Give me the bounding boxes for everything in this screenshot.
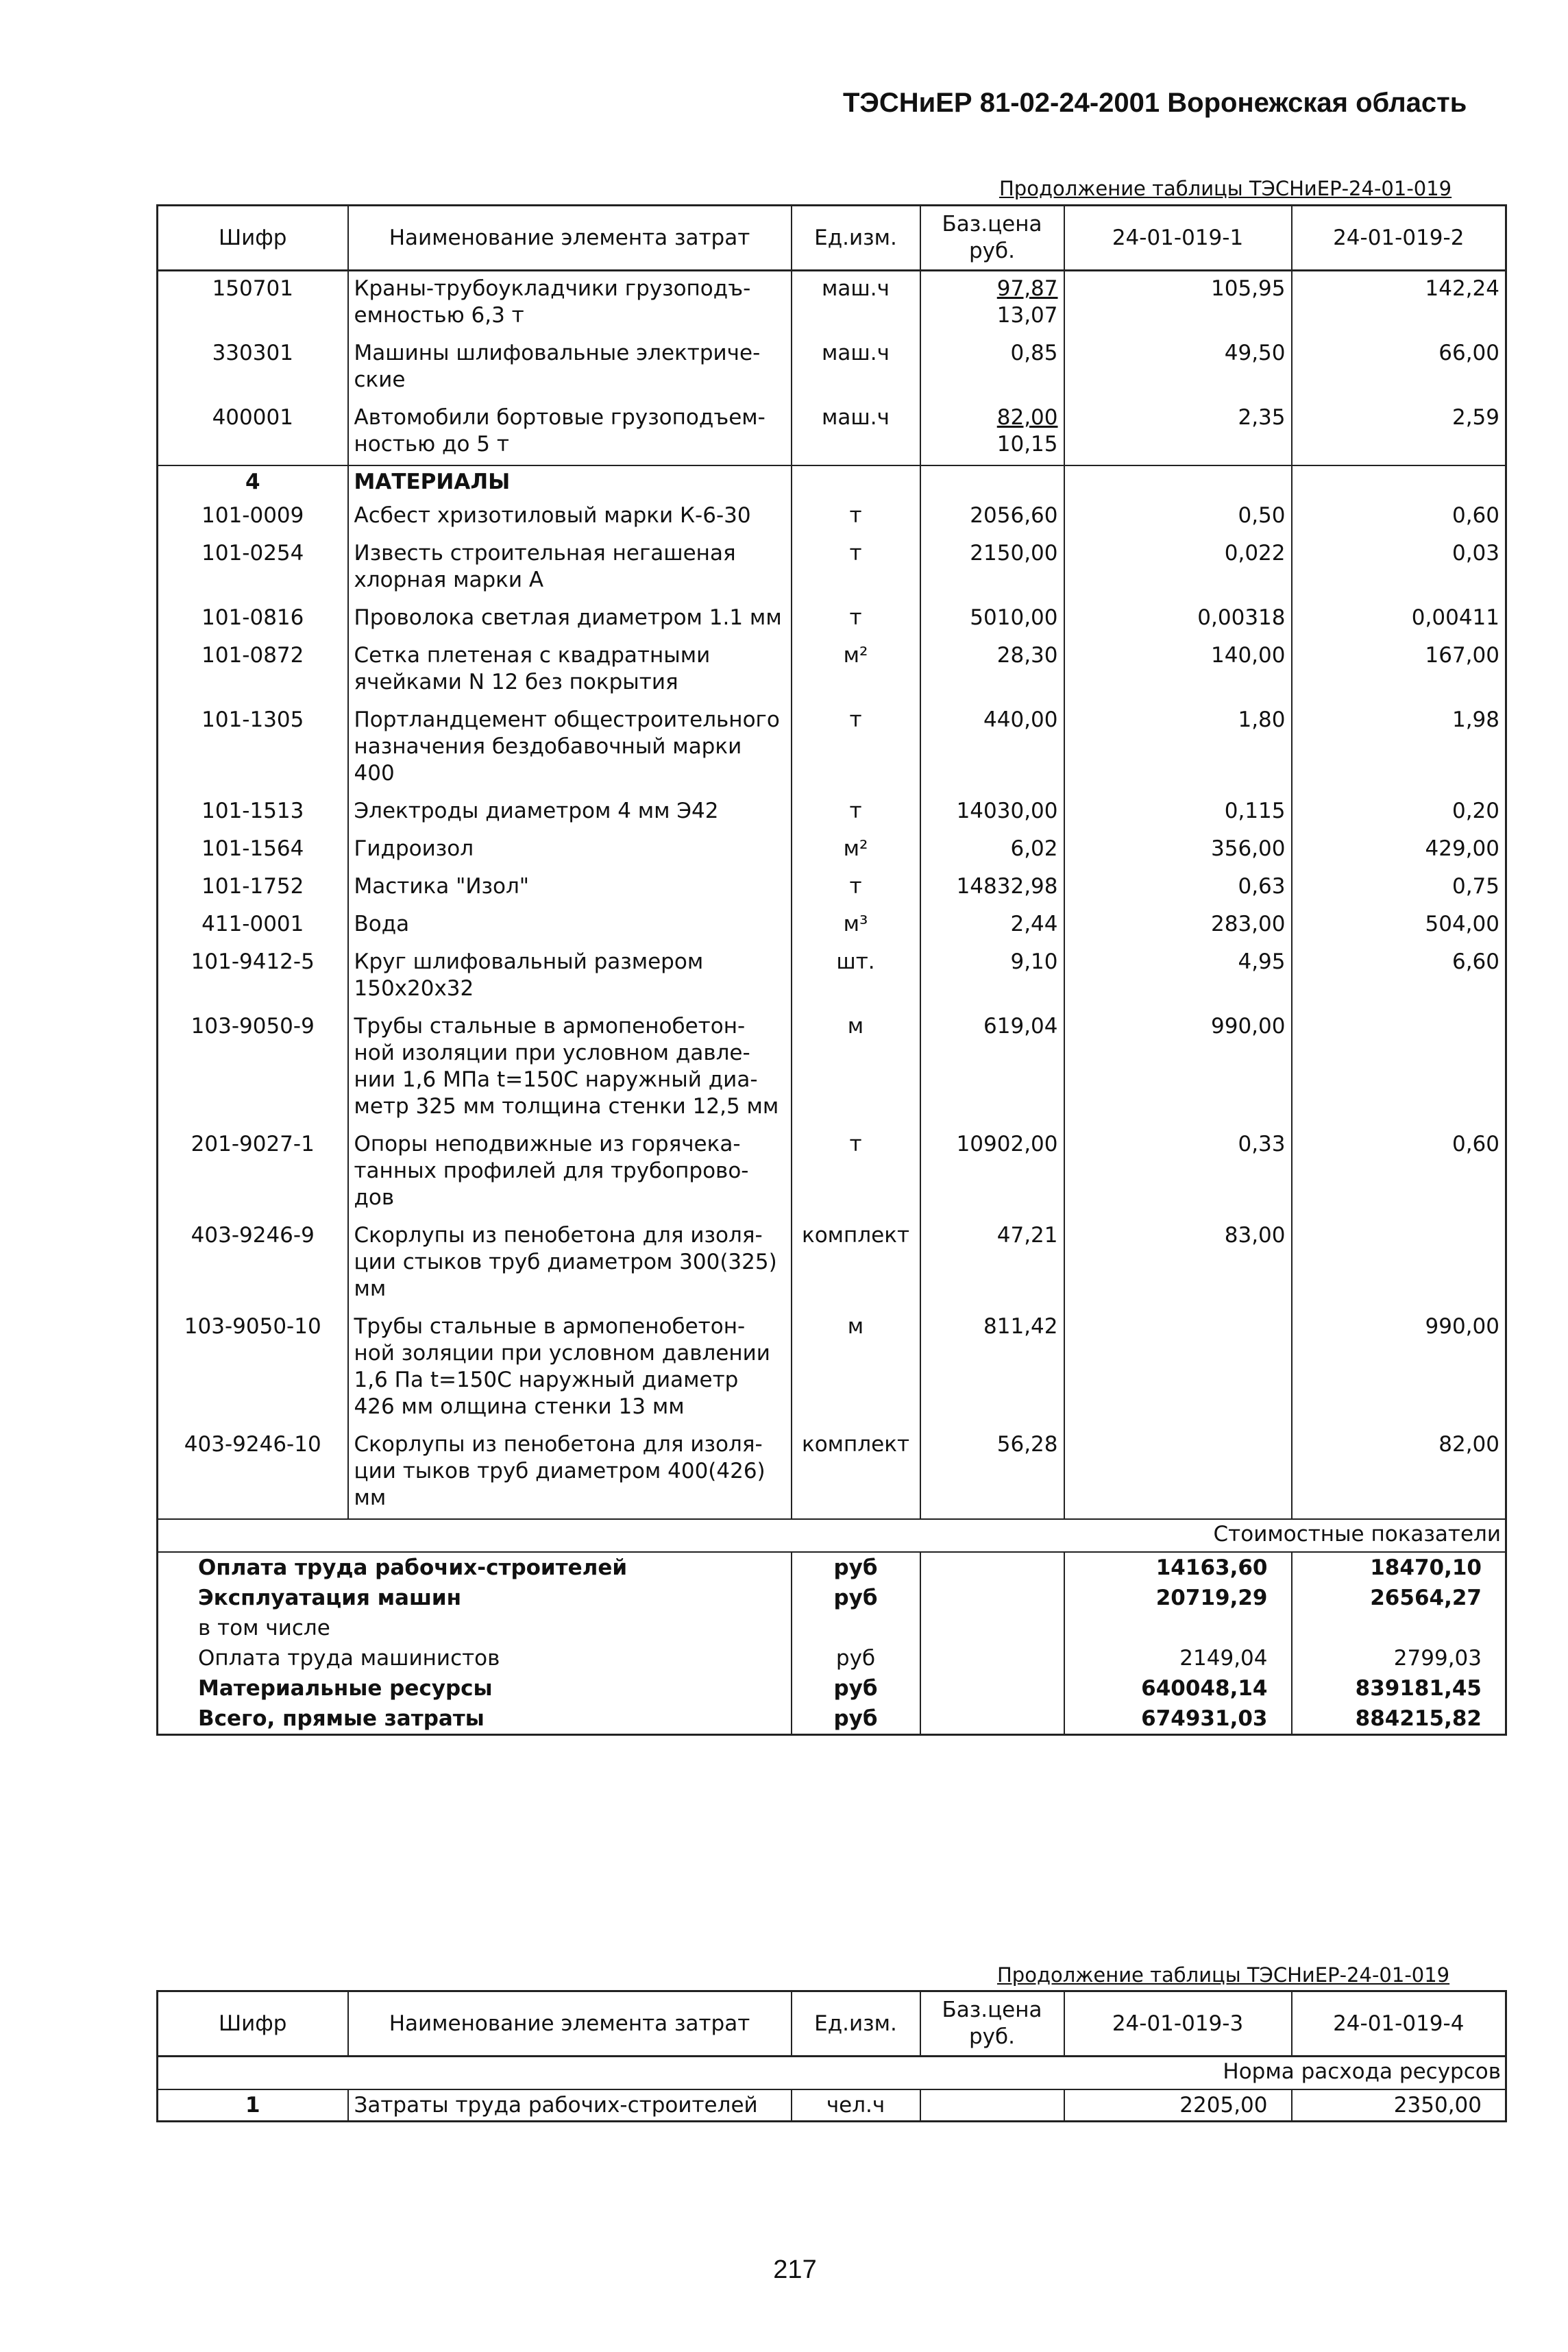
material-row bbox=[158, 1127, 1506, 1218]
material-row bbox=[158, 536, 1506, 601]
resource-price bbox=[920, 2089, 1064, 2122]
value-variant-1: 2,35 bbox=[1064, 400, 1292, 465]
material-row bbox=[158, 703, 1506, 794]
table-header-row bbox=[158, 1991, 1506, 2057]
resource-unit: т bbox=[792, 869, 920, 907]
resource-unit: маш.ч bbox=[792, 336, 920, 400]
price-value: 0,85 bbox=[1010, 341, 1058, 365]
value-variant-2: 0,75 bbox=[1292, 869, 1506, 907]
document-header-title: ТЭСНиЕР 81-02-24-2001 Воронежская область bbox=[843, 88, 1467, 118]
value-variant-2: 0,20 bbox=[1292, 794, 1506, 832]
resource-name: Автомобили бортовые грузоподъем-ностью до 5 т bbox=[348, 400, 792, 465]
empty-cell bbox=[920, 465, 1064, 498]
resource-price bbox=[920, 336, 1064, 400]
value-variant-2 bbox=[1292, 1009, 1506, 1127]
resource-unit: шт. bbox=[792, 945, 920, 1009]
resource-name: Гидроизол bbox=[348, 832, 792, 869]
material-row bbox=[158, 638, 1506, 703]
resource-code: 103-9050-9 bbox=[158, 1009, 348, 1127]
cost-value-variant-2 bbox=[1292, 1613, 1506, 1643]
resource-unit: т bbox=[792, 498, 920, 536]
value-variant-2: 0,60 bbox=[1292, 498, 1506, 536]
resource-price: 2,44 bbox=[920, 907, 1064, 945]
resource-price: 14832,98 bbox=[920, 869, 1064, 907]
column-header-variant-2: 24-01-019-2 bbox=[1292, 206, 1506, 271]
cost-label: Всего, прямые затраты bbox=[158, 1704, 792, 1735]
resource-code: 103-9050-10 bbox=[158, 1309, 348, 1427]
value-variant-4: 2350,00 bbox=[1292, 2089, 1506, 2122]
value-variant-2: 0,60 bbox=[1292, 1127, 1506, 1218]
resource-code: 101-0872 bbox=[158, 638, 348, 703]
price-labor-share: 13,07 bbox=[996, 303, 1058, 328]
resource-name: Круг шлифовальный размером 150х20х32 bbox=[348, 945, 792, 1009]
resource-name: Трубы стальные в армопенобетон-ной изоляции при условном давле-нии 1,6 МПа t=150С наружный диа-метр 325 мм толщина стенки 12,5 мм bbox=[348, 1009, 792, 1127]
cost-unit: руб bbox=[792, 1552, 920, 1583]
resource-name: Портландцемент общестроительного назначения бездобавочный марки 400 bbox=[348, 703, 792, 794]
column-header-code: Шифр bbox=[158, 206, 348, 271]
value-variant-3: 2205,00 bbox=[1064, 2089, 1292, 2122]
cost-row bbox=[158, 1673, 1506, 1704]
column-header-variant-4: 24-01-019-4 bbox=[1292, 1991, 1506, 2057]
resource-code: 403-9246-9 bbox=[158, 1218, 348, 1309]
resource-name: Трубы стальные в армопенобетон-ной золяции при условном давлении 1,6 Па t=150С наружный диаметр 426 мм олщина стенки 13 мм bbox=[348, 1309, 792, 1427]
resource-unit: т bbox=[792, 794, 920, 832]
column-header-code: Шифр bbox=[158, 1991, 348, 2057]
material-row bbox=[158, 1009, 1506, 1127]
machine-row bbox=[158, 400, 1506, 465]
value-variant-2: 0,00411 bbox=[1292, 601, 1506, 638]
resource-code: 101-0816 bbox=[158, 601, 348, 638]
value-variant-1: 990,00 bbox=[1064, 1009, 1292, 1127]
cost-indicators-header-row bbox=[158, 1519, 1506, 1552]
material-row bbox=[158, 794, 1506, 832]
cost-unit: руб bbox=[792, 1704, 920, 1735]
resource-price: 10902,00 bbox=[920, 1127, 1064, 1218]
resource-unit: комплект bbox=[792, 1218, 920, 1309]
value-variant-1: 0,022 bbox=[1064, 536, 1292, 601]
material-row bbox=[158, 601, 1506, 638]
column-header-name: Наименование элемента затрат bbox=[348, 1991, 792, 2057]
cost-unit: руб bbox=[792, 1673, 920, 1704]
resource-unit: т bbox=[792, 1127, 920, 1218]
value-variant-2: 82,00 bbox=[1292, 1427, 1506, 1519]
resource-name: Известь строительная негашеная хлорная марки А bbox=[348, 536, 792, 601]
cost-label: Оплата труда рабочих-строителей bbox=[158, 1552, 792, 1583]
value-variant-2: 2,59 bbox=[1292, 400, 1506, 465]
table-header-row bbox=[158, 206, 1506, 271]
resource-unit: маш.ч bbox=[792, 271, 920, 337]
empty-cell bbox=[920, 1583, 1064, 1613]
machine-row bbox=[158, 336, 1506, 400]
resource-price: 14030,00 bbox=[920, 794, 1064, 832]
norm-section bbox=[158, 2057, 1506, 2122]
resource-code: 150701 bbox=[158, 271, 348, 337]
price-labor-share: 10,15 bbox=[996, 432, 1058, 457]
value-variant-1: 4,95 bbox=[1064, 945, 1292, 1009]
material-row bbox=[158, 832, 1506, 869]
cost-label: Эксплуатация машин bbox=[158, 1583, 792, 1613]
resource-unit: чел.ч bbox=[792, 2089, 920, 2122]
resource-code: 1 bbox=[158, 2089, 348, 2122]
cost-label: в том числе bbox=[158, 1613, 792, 1643]
resource-price: 811,42 bbox=[920, 1309, 1064, 1427]
resource-price: 47,21 bbox=[920, 1218, 1064, 1309]
material-row bbox=[158, 869, 1506, 907]
empty-cell bbox=[920, 1704, 1064, 1735]
value-variant-1: 105,95 bbox=[1064, 271, 1292, 337]
value-variant-1 bbox=[1064, 1427, 1292, 1519]
price-value: 97,87 bbox=[996, 276, 1058, 301]
resource-unit: м bbox=[792, 1309, 920, 1427]
resource-unit: т bbox=[792, 536, 920, 601]
materials-rows bbox=[158, 498, 1506, 1519]
column-header-unit: Ед.изм. bbox=[792, 1991, 920, 2057]
cost-value-variant-1 bbox=[1064, 1613, 1292, 1643]
section-code: 4 bbox=[158, 465, 348, 498]
resource-code: 101-0009 bbox=[158, 498, 348, 536]
resource-price bbox=[920, 271, 1064, 337]
cost-row bbox=[158, 1704, 1506, 1735]
empty-cell bbox=[920, 1643, 1064, 1673]
cost-unit: руб bbox=[792, 1643, 920, 1673]
value-variant-1: 0,115 bbox=[1064, 794, 1292, 832]
column-header-price: Баз.цена руб. bbox=[920, 206, 1064, 271]
resource-price: 9,10 bbox=[920, 945, 1064, 1009]
value-variant-2: 429,00 bbox=[1292, 832, 1506, 869]
value-variant-1 bbox=[1064, 1309, 1292, 1427]
norm-header-title: Норма расхода ресурсов bbox=[158, 2057, 1506, 2090]
resource-code: 101-1752 bbox=[158, 869, 348, 907]
resource-unit: маш.ч bbox=[792, 400, 920, 465]
resource-code: 101-9412-5 bbox=[158, 945, 348, 1009]
price-value: 82,00 bbox=[996, 405, 1058, 430]
cost-indicators-title: Стоимостные показатели bbox=[158, 1519, 1506, 1552]
norm-row bbox=[158, 2089, 1506, 2122]
resource-code: 403-9246-10 bbox=[158, 1427, 348, 1519]
machine-row bbox=[158, 271, 1506, 337]
cost-value-variant-1: 14163,60 bbox=[1064, 1552, 1292, 1583]
cost-label: Оплата труда машинистов bbox=[158, 1643, 792, 1673]
resource-unit: м² bbox=[792, 638, 920, 703]
cost-row bbox=[158, 1643, 1506, 1673]
resource-name: Вода bbox=[348, 907, 792, 945]
resource-table-2 bbox=[156, 1990, 1507, 2122]
cost-value-variant-1: 674931,03 bbox=[1064, 1704, 1292, 1735]
value-variant-1: 0,00318 bbox=[1064, 601, 1292, 638]
value-variant-2: 1,98 bbox=[1292, 703, 1506, 794]
value-variant-1: 356,00 bbox=[1064, 832, 1292, 869]
resource-table bbox=[156, 204, 1507, 1736]
resource-code: 411-0001 bbox=[158, 907, 348, 945]
resource-unit: т bbox=[792, 703, 920, 794]
resource-price: 56,28 bbox=[920, 1427, 1064, 1519]
resource-name: Машины шлифовальные электриче-ские bbox=[348, 336, 792, 400]
empty-cell bbox=[920, 1673, 1064, 1704]
resource-price: 2150,00 bbox=[920, 536, 1064, 601]
empty-cell bbox=[920, 1552, 1064, 1583]
value-variant-2: 66,00 bbox=[1292, 336, 1506, 400]
resource-price: 28,30 bbox=[920, 638, 1064, 703]
cost-value-variant-2: 884215,82 bbox=[1292, 1704, 1506, 1735]
cost-value-variant-1: 20719,29 bbox=[1064, 1583, 1292, 1613]
value-variant-1: 0,33 bbox=[1064, 1127, 1292, 1218]
material-row bbox=[158, 1218, 1506, 1309]
empty-cell bbox=[1292, 465, 1506, 498]
resource-name: Электроды диаметром 4 мм Э42 bbox=[348, 794, 792, 832]
page-number: 217 bbox=[773, 2255, 817, 2284]
resource-name: Опоры неподвижные из горячека-танных профилей для трубопрово-дов bbox=[348, 1127, 792, 1218]
column-header-variant-1: 24-01-019-1 bbox=[1064, 206, 1292, 271]
cost-row bbox=[158, 1552, 1506, 1583]
empty-cell bbox=[792, 465, 920, 498]
resource-name: Сетка плетеная с квадратными ячейками N 12 без покрытия bbox=[348, 638, 792, 703]
column-header-name: Наименование элемента затрат bbox=[348, 206, 792, 271]
cost-value-variant-1: 640048,14 bbox=[1064, 1673, 1292, 1704]
resource-name: Проволока светлая диаметром 1.1 мм bbox=[348, 601, 792, 638]
value-variant-1: 49,50 bbox=[1064, 336, 1292, 400]
cost-value-variant-2: 26564,27 bbox=[1292, 1583, 1506, 1613]
cost-label: Материальные ресурсы bbox=[158, 1673, 792, 1704]
resource-code: 101-1564 bbox=[158, 832, 348, 869]
value-variant-2: 142,24 bbox=[1292, 271, 1506, 337]
cost-row bbox=[158, 1613, 1506, 1643]
value-variant-2: 167,00 bbox=[1292, 638, 1506, 703]
resource-unit: м³ bbox=[792, 907, 920, 945]
materials-section bbox=[158, 465, 1506, 498]
resource-code: 101-1513 bbox=[158, 794, 348, 832]
resource-name: Затраты труда рабочих-строителей bbox=[348, 2089, 792, 2122]
value-variant-1: 140,00 bbox=[1064, 638, 1292, 703]
resource-price: 440,00 bbox=[920, 703, 1064, 794]
value-variant-2: 0,03 bbox=[1292, 536, 1506, 601]
resource-unit: м bbox=[792, 1009, 920, 1127]
table-continuation-caption-2: Продолжение таблицы ТЭСНиЕР-24-01-019 bbox=[997, 1963, 1450, 1987]
resource-price: 2056,60 bbox=[920, 498, 1064, 536]
column-header-unit: Ед.изм. bbox=[792, 206, 920, 271]
resource-code: 201-9027-1 bbox=[158, 1127, 348, 1218]
cost-value-variant-1: 2149,04 bbox=[1064, 1643, 1292, 1673]
resource-name: Скорлупы из пенобетона для изоля-ции стыков труб диаметром 300(325) мм bbox=[348, 1218, 792, 1309]
resource-code: 101-0254 bbox=[158, 536, 348, 601]
value-variant-2 bbox=[1292, 1218, 1506, 1309]
material-row bbox=[158, 1427, 1506, 1519]
value-variant-1: 0,63 bbox=[1064, 869, 1292, 907]
resource-name: Скорлупы из пенобетона для изоля-ции тыков труб диаметром 400(426) мм bbox=[348, 1427, 792, 1519]
resource-price: 6,02 bbox=[920, 832, 1064, 869]
resource-code: 330301 bbox=[158, 336, 348, 400]
resource-unit: м² bbox=[792, 832, 920, 869]
resource-price bbox=[920, 400, 1064, 465]
norm-header-row bbox=[158, 2057, 1506, 2090]
resource-unit: комплект bbox=[792, 1427, 920, 1519]
material-row bbox=[158, 907, 1506, 945]
section-header-row bbox=[158, 465, 1506, 498]
material-row bbox=[158, 1309, 1506, 1427]
value-variant-2: 6,60 bbox=[1292, 945, 1506, 1009]
empty-cell bbox=[1064, 465, 1292, 498]
material-row bbox=[158, 498, 1506, 536]
resource-unit: т bbox=[792, 601, 920, 638]
cost-unit bbox=[792, 1613, 920, 1643]
value-variant-1: 283,00 bbox=[1064, 907, 1292, 945]
resource-price: 5010,00 bbox=[920, 601, 1064, 638]
cost-value-variant-2: 839181,45 bbox=[1292, 1673, 1506, 1704]
value-variant-1: 1,80 bbox=[1064, 703, 1292, 794]
empty-cell bbox=[920, 1613, 1064, 1643]
cost-value-variant-2: 18470,10 bbox=[1292, 1552, 1506, 1583]
value-variant-2: 990,00 bbox=[1292, 1309, 1506, 1427]
table-continuation-caption: Продолжение таблицы ТЭСНиЕР-24-01-019 bbox=[999, 177, 1452, 200]
value-variant-2: 504,00 bbox=[1292, 907, 1506, 945]
resource-code: 400001 bbox=[158, 400, 348, 465]
resource-name: Мастика "Изол" bbox=[348, 869, 792, 907]
cost-indicators-section bbox=[158, 1519, 1506, 1735]
section-title: МАТЕРИАЛЫ bbox=[348, 465, 792, 498]
machines-section bbox=[158, 271, 1506, 466]
cost-row bbox=[158, 1583, 1506, 1613]
cost-unit: руб bbox=[792, 1583, 920, 1613]
material-row bbox=[158, 945, 1506, 1009]
value-variant-1: 83,00 bbox=[1064, 1218, 1292, 1309]
value-variant-1: 0,50 bbox=[1064, 498, 1292, 536]
cost-value-variant-2: 2799,03 bbox=[1292, 1643, 1506, 1673]
resource-price: 619,04 bbox=[920, 1009, 1064, 1127]
resource-name: Асбест хризотиловый марки К-6-30 bbox=[348, 498, 792, 536]
resource-code: 101-1305 bbox=[158, 703, 348, 794]
column-header-variant-3: 24-01-019-3 bbox=[1064, 1991, 1292, 2057]
resource-name: Краны-трубоукладчики грузоподъ-емностью 6,3 т bbox=[348, 271, 792, 337]
column-header-price: Баз.цена руб. bbox=[920, 1991, 1064, 2057]
